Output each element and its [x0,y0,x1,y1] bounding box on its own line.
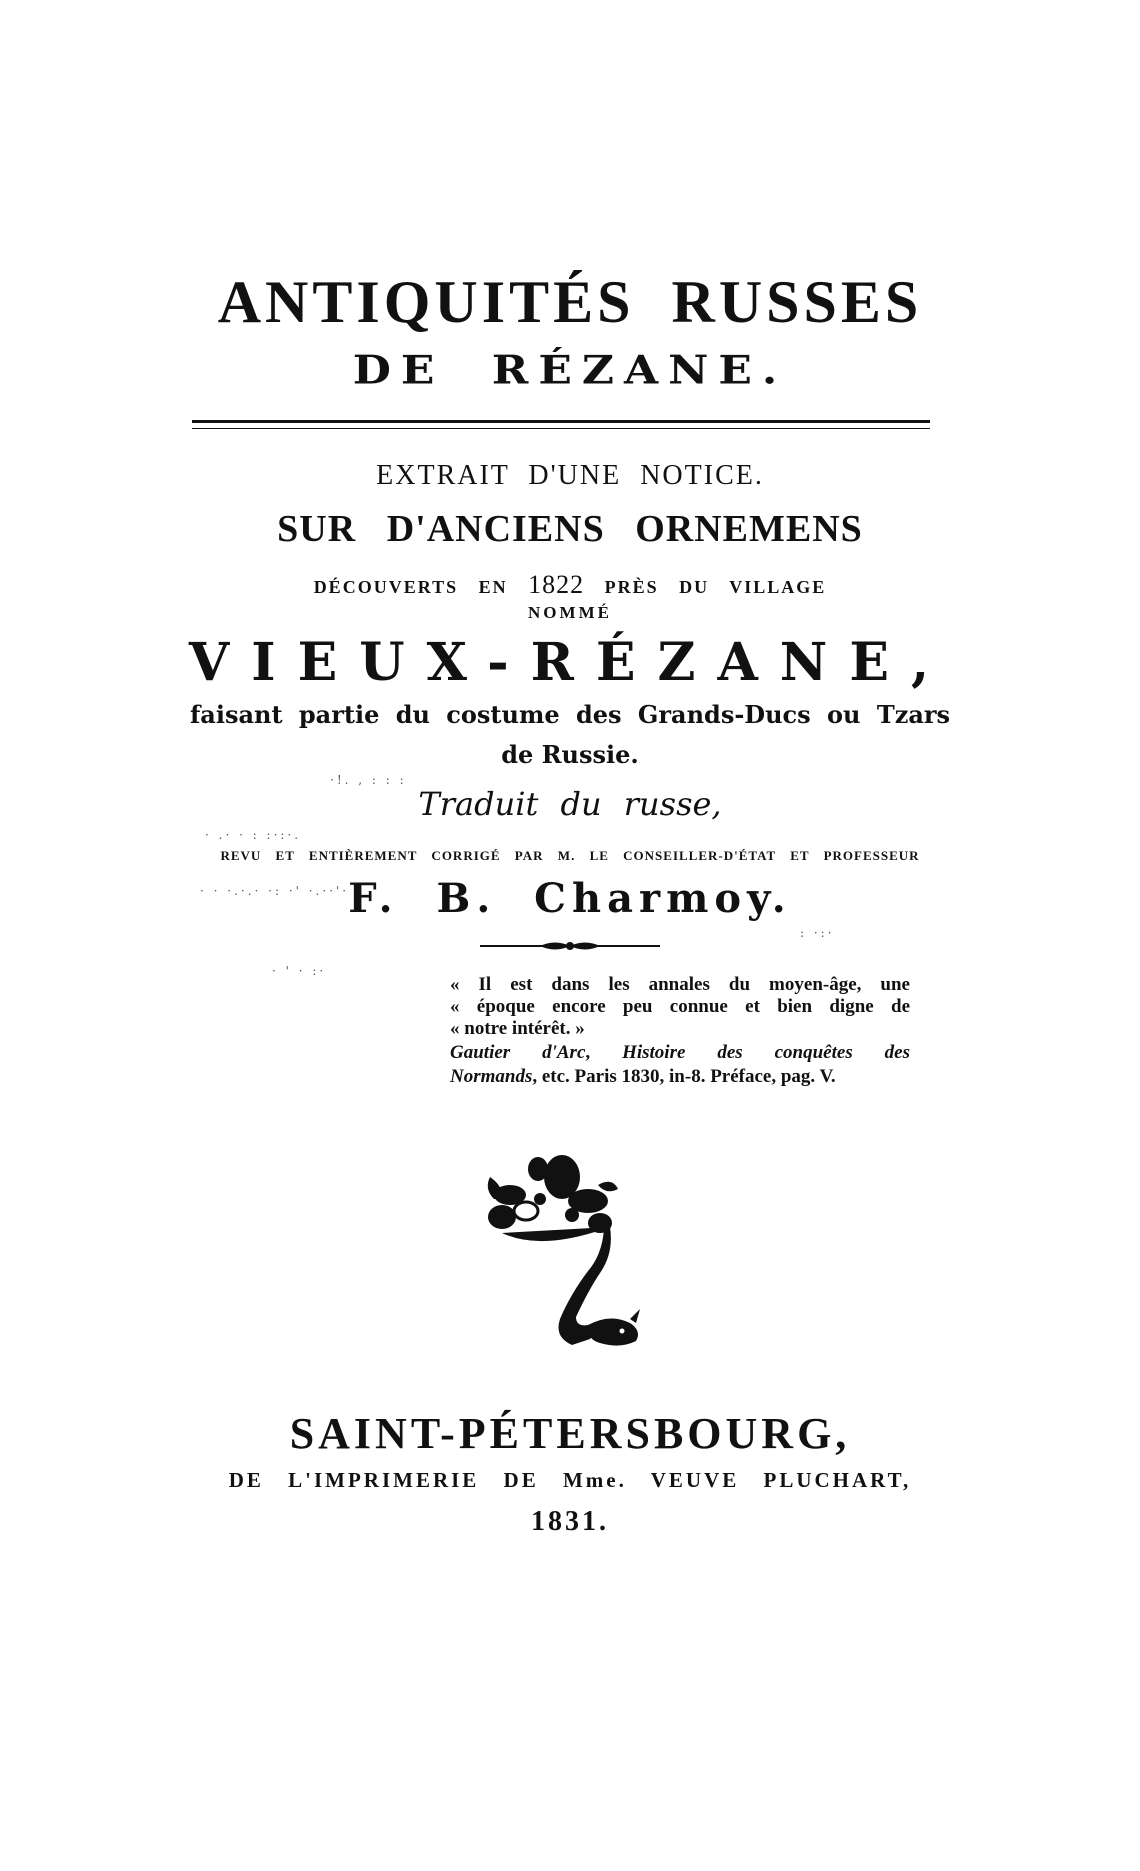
bleed-through-speck: : ·:· [800,926,835,940]
epigraph-line-1: « Il est dans les annales du moyen-âge, une [450,974,910,995]
revu-line: REVU ET ENTIÈREMENT CORRIGÉ PAR M. LE CONSEILLER-D'ÉTAT ET PROFESSEUR [220,848,920,863]
ornamental-rule-icon [480,938,660,954]
decouverts-before: DÉCOUVERTS EN [313,577,508,597]
decouverts-after: PRÈS DU VILLAGE [604,577,827,597]
sur-heading: SUR D'ANCIENS ORNEMENS [277,508,863,550]
epigraph-line-2: « époque encore peu connue et bien digne de [450,996,910,1017]
decouverts-year: 1822 [528,570,585,599]
imprint-printer: DE L'IMPRIMERIE DE Mme. VEUVE PLUCHART, [228,1468,912,1492]
epigraph-source-title: Histoire des conquêtes des [622,1042,910,1063]
bleed-through-speck: · · ·.·.· ·: ·' ·.··'· [200,884,350,898]
costume-line: faisant partie du costume des Grands-Ducs ou Tzars [189,700,951,729]
imprint-city: SAINT-PÉTERSBOURG, [289,1409,851,1458]
extrait-heading: EXTRAIT D'UNE NOTICE. [376,460,764,491]
epigraph-line-3: « notre intérêt. » [450,1018,585,1039]
nomme-line: NOMMÉ [528,603,612,622]
author-name: F. B. Charmoy. [348,875,792,922]
village-name: VIEUX-RÉZANE, [188,632,952,693]
title-rule-thick [192,420,930,423]
epigraph [450,974,910,1088]
bleed-through-speck: · ' · :· [272,964,327,978]
decouverts-line [0,570,1140,600]
russie-line: de Russie. [501,740,639,769]
epigraph-source-author: Gautier d'Arc [450,1042,586,1063]
title-rule-thin [192,428,930,429]
main-title-subline: DE RÉZANE. [352,347,788,394]
main-title: ANTIQUITÉS RUSSES [217,269,923,335]
bleed-through-speck: · .· · : :·:·. [205,828,302,842]
cornucopia-icon [480,1155,660,1355]
epigraph-source-2 [450,1066,910,1088]
imprint-year: 1831. [531,1506,609,1537]
traduit-line: Traduit du russe, [418,785,722,823]
bleed-through-speck: ·!. , : : : [330,773,407,787]
epigraph-source-title-2: Normands [450,1066,533,1087]
epigraph-source-1: Gautier d'Arc, Histoire des conquêtes des [450,1042,910,1063]
epigraph-source-rest: , etc. Paris 1830, in-8. Préface, pag. V. [532,1066,836,1087]
